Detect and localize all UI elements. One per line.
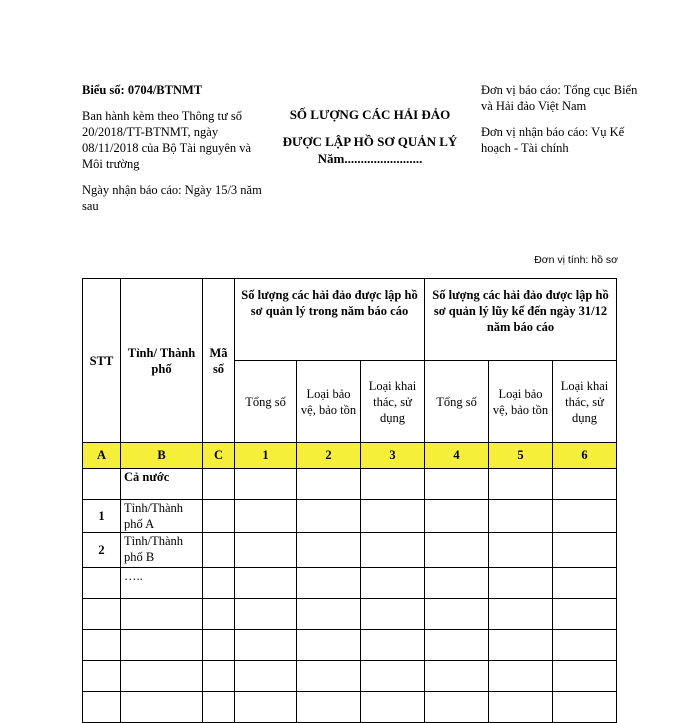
row-province-name: Tỉnh/Thành phố B [121,533,203,568]
value-cell [361,469,425,500]
value-cell [235,469,297,500]
row-stt: 2 [83,533,121,568]
value-cell [297,568,361,599]
value-cell [425,692,489,723]
row-province-name [121,661,203,692]
value-cell [361,630,425,661]
table-row [83,599,617,630]
value-cell [297,692,361,723]
value-cell [489,469,553,500]
value-cell [297,661,361,692]
row-stt [83,599,121,630]
value-cell [203,661,235,692]
value-cell [489,500,553,533]
value-cell [361,568,425,599]
row-stt [83,692,121,723]
value-cell [361,533,425,568]
header-stt: STT [83,279,121,443]
value-cell [553,533,617,568]
issued-with-text: Ban hành kèm theo Thông tư số 20/2018/TT-BTNMT, ngày 08/11/2018 của Bộ Tài nguyên và Môi trường [82,109,252,171]
value-cell [425,469,489,500]
value-cell [425,533,489,568]
title-line-1: SỐ LƯỢNG CÁC HẢI ĐẢO [289,107,451,122]
header-province: Tỉnh/ Thành phố [121,279,203,443]
report-table [82,278,617,723]
value-cell [553,500,617,533]
row-province-name [121,630,203,661]
code-cell: B [121,443,203,469]
table-row [83,661,617,692]
row-province-name: Cả nước [121,469,203,500]
code-cell: 6 [553,443,617,469]
value-cell [425,500,489,533]
reporting-unit: Đơn vị báo cáo: Tổng cục Biển và Hải đảo Việt Nam [481,83,638,113]
report-title [268,106,472,167]
code-cell: 5 [489,443,553,469]
value-cell [235,661,297,692]
value-cell [203,630,235,661]
value-cell [235,692,297,723]
form-info-right [481,82,641,166]
code-cell: 3 [361,443,425,469]
table-row [83,630,617,661]
value-cell [489,599,553,630]
header-group-cumulative: Số lượng các hải đảo được lập hồ sơ quản lý lũy kế đến ngày 31/12 năm báo cáo [425,279,617,361]
table-row [83,692,617,723]
title-line-2: ĐƯỢC LẬP HỒ SƠ QUẢN LÝ [282,134,458,149]
unit-of-measure: Đơn vị tính: hồ sơ [534,254,618,266]
table-row [83,469,617,500]
value-cell [203,533,235,568]
form-number: Biểu số: 0704/BTNMT [82,83,203,97]
value-cell [489,533,553,568]
table-row [83,500,617,533]
row-province-name: Tỉnh/Thành phố A [121,500,203,533]
value-cell [203,692,235,723]
subheader-exploit-1: Loại khai thác, sử dụng [361,361,425,443]
header-code: Mã số [203,279,235,443]
value-cell [489,692,553,723]
value-cell [203,599,235,630]
value-cell [297,500,361,533]
value-cell [553,599,617,630]
value-cell [425,661,489,692]
value-cell [235,568,297,599]
row-province-name: ….. [121,568,203,599]
value-cell [425,599,489,630]
received-date-text: Ngày nhận báo cáo: Ngày 15/3 năm sau [82,183,262,213]
subheader-protect-2: Loại bảo vệ, bảo tồn [489,361,553,443]
row-stt [83,469,121,500]
value-cell [361,661,425,692]
table-row [83,533,617,568]
value-cell [489,630,553,661]
value-cell [235,630,297,661]
value-cell [553,661,617,692]
row-stt: 1 [83,500,121,533]
form-info-left [82,82,272,224]
value-cell [361,692,425,723]
column-code-row [83,443,617,469]
code-cell: 4 [425,443,489,469]
subheader-total-1: Tổng số [235,361,297,443]
subheader-protect-1: Loại bảo vệ, bảo tồn [297,361,361,443]
row-province-name [121,692,203,723]
subheader-exploit-2: Loại khai thác, sử dụng [553,361,617,443]
title-line-3: Năm........................ [317,151,423,166]
code-cell: C [203,443,235,469]
value-cell [235,500,297,533]
value-cell [489,661,553,692]
row-stt [83,568,121,599]
value-cell [297,533,361,568]
value-cell [553,692,617,723]
header-group-year: Số lượng các hải đảo được lập hồ sơ quản lý trong năm báo cáo [235,279,425,361]
value-cell [553,469,617,500]
row-province-name [121,599,203,630]
code-cell: 2 [297,443,361,469]
value-cell [235,533,297,568]
value-cell [425,568,489,599]
value-cell [203,568,235,599]
value-cell [297,630,361,661]
value-cell [203,469,235,500]
row-stt [83,630,121,661]
table-row [83,568,617,599]
value-cell [361,599,425,630]
receiving-unit: Đơn vị nhận báo cáo: Vụ Kế hoạch - Tài chính [481,125,625,155]
value-cell [361,500,425,533]
value-cell [425,630,489,661]
value-cell [203,500,235,533]
value-cell [297,599,361,630]
code-cell: A [83,443,121,469]
value-cell [553,568,617,599]
code-cell: 1 [235,443,297,469]
value-cell [297,469,361,500]
row-stt [83,661,121,692]
value-cell [489,568,553,599]
subheader-total-2: Tổng số [425,361,489,443]
value-cell [235,599,297,630]
value-cell [553,630,617,661]
